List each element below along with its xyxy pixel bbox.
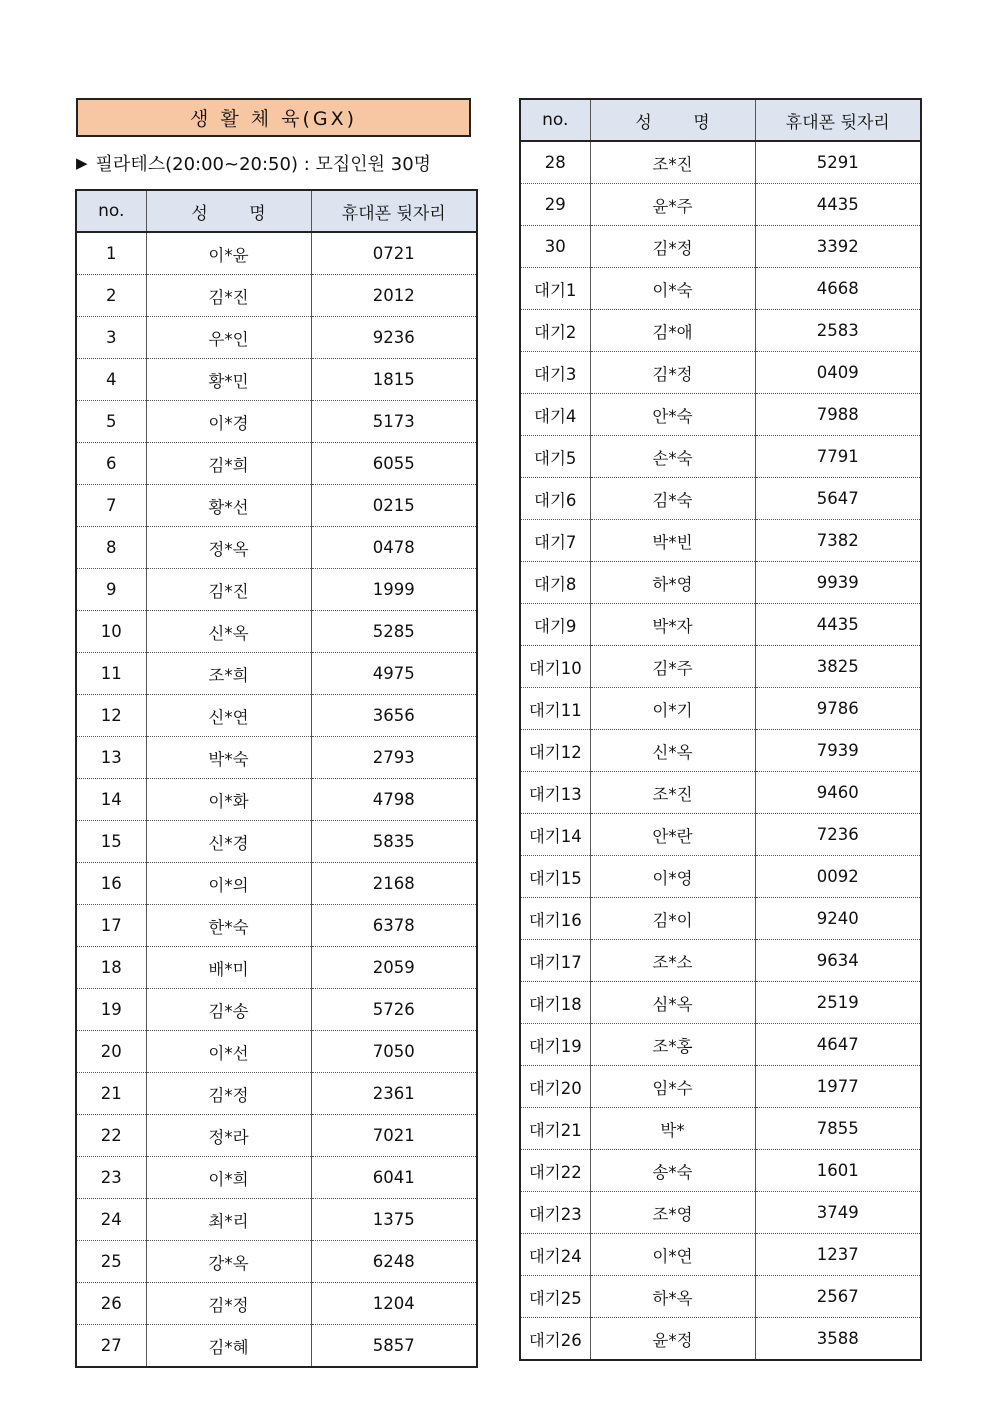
- table-row: [520, 141, 921, 184]
- row-name: 임*수: [590, 1066, 755, 1108]
- table-row: [520, 520, 921, 562]
- row-number: 13: [76, 737, 146, 779]
- table-row: [76, 989, 477, 1031]
- row-phone: 5173: [311, 401, 477, 443]
- row-number: 26: [76, 1283, 146, 1325]
- row-number: 대기18: [520, 982, 590, 1024]
- row-name: 김*주: [590, 646, 755, 688]
- row-phone: 6041: [311, 1157, 477, 1199]
- row-phone: 3749: [755, 1192, 921, 1234]
- row-name: 신*옥: [590, 730, 755, 772]
- row-phone: 7855: [755, 1108, 921, 1150]
- table-row: [520, 394, 921, 436]
- row-number: 대기17: [520, 940, 590, 982]
- row-number: 대기15: [520, 856, 590, 898]
- row-name: 손*숙: [590, 436, 755, 478]
- table-row: [76, 569, 477, 611]
- row-name: 한*숙: [146, 905, 311, 947]
- table-row: [520, 268, 921, 310]
- row-number: 30: [520, 226, 590, 268]
- participants-table-left: [75, 189, 478, 1368]
- table-row: [76, 275, 477, 317]
- row-name: 하*옥: [590, 1276, 755, 1318]
- table-row: [520, 688, 921, 730]
- row-phone: 1204: [311, 1283, 477, 1325]
- table-row: [520, 730, 921, 772]
- row-phone: 3392: [755, 226, 921, 268]
- row-phone: 1815: [311, 359, 477, 401]
- row-phone: 0409: [755, 352, 921, 394]
- row-phone: 9634: [755, 940, 921, 982]
- row-name: 이*의: [146, 863, 311, 905]
- table-row: [520, 1108, 921, 1150]
- table-row: [520, 478, 921, 520]
- table-row: [76, 1073, 477, 1115]
- row-name: 신*연: [146, 695, 311, 737]
- row-phone: 9460: [755, 772, 921, 814]
- table-row: [520, 184, 921, 226]
- row-name: 신*옥: [146, 611, 311, 653]
- row-number: 29: [520, 184, 590, 226]
- row-phone: 2059: [311, 947, 477, 989]
- row-name: 김*혜: [146, 1325, 311, 1368]
- row-phone: 5857: [311, 1325, 477, 1368]
- row-phone: 0721: [311, 232, 477, 275]
- page-title: 생 활 체 육(GX): [76, 98, 471, 137]
- row-phone: 0215: [311, 485, 477, 527]
- row-number: 대기7: [520, 520, 590, 562]
- table-row: [76, 737, 477, 779]
- row-number: 15: [76, 821, 146, 863]
- row-number: 대기20: [520, 1066, 590, 1108]
- row-name: 심*옥: [590, 982, 755, 1024]
- row-number: 11: [76, 653, 146, 695]
- row-phone: 6055: [311, 443, 477, 485]
- row-number: 6: [76, 443, 146, 485]
- table-row: [76, 653, 477, 695]
- table-row: [76, 443, 477, 485]
- row-number: 대기6: [520, 478, 590, 520]
- row-phone: 3588: [755, 1318, 921, 1361]
- triangle-right-icon: ▶: [76, 154, 88, 172]
- row-phone: 9786: [755, 688, 921, 730]
- row-number: 1: [76, 232, 146, 275]
- row-phone: 7236: [755, 814, 921, 856]
- row-phone: 2519: [755, 982, 921, 1024]
- row-name: 이*화: [146, 779, 311, 821]
- row-phone: 0478: [311, 527, 477, 569]
- row-phone: 5285: [311, 611, 477, 653]
- row-number: 대기11: [520, 688, 590, 730]
- row-phone: 3825: [755, 646, 921, 688]
- row-name: 조*진: [590, 141, 755, 184]
- row-name: 조*영: [590, 1192, 755, 1234]
- row-phone: 9939: [755, 562, 921, 604]
- row-name: 박*빈: [590, 520, 755, 562]
- table-row: [76, 1031, 477, 1073]
- table-row: [520, 310, 921, 352]
- header-name: 성 명: [146, 190, 311, 232]
- table-row: [520, 1024, 921, 1066]
- row-name: 신*경: [146, 821, 311, 863]
- row-number: 21: [76, 1073, 146, 1115]
- class-info: [76, 150, 476, 176]
- table-row: [76, 611, 477, 653]
- row-number: 대기12: [520, 730, 590, 772]
- row-number: 4: [76, 359, 146, 401]
- table-row: [76, 1283, 477, 1325]
- class-info-text: 필라테스(20:00~20:50) : 모집인원 30명: [95, 154, 432, 175]
- row-phone: 1601: [755, 1150, 921, 1192]
- row-name: 조*소: [590, 940, 755, 982]
- row-name: 배*미: [146, 947, 311, 989]
- table-row: [520, 898, 921, 940]
- row-phone: 5835: [311, 821, 477, 863]
- row-phone: 9240: [755, 898, 921, 940]
- row-number: 8: [76, 527, 146, 569]
- row-name: 이*연: [590, 1234, 755, 1276]
- table-row: [520, 1318, 921, 1361]
- table-row: [76, 695, 477, 737]
- row-phone: 7939: [755, 730, 921, 772]
- row-name: 김*이: [590, 898, 755, 940]
- row-number: 대기8: [520, 562, 590, 604]
- row-phone: 6378: [311, 905, 477, 947]
- table-row: [520, 940, 921, 982]
- row-phone: 9236: [311, 317, 477, 359]
- table-row: [520, 646, 921, 688]
- row-number: 23: [76, 1157, 146, 1199]
- row-name: 박*: [590, 1108, 755, 1150]
- row-name: 이*윤: [146, 232, 311, 275]
- table-row: [76, 1199, 477, 1241]
- table-row: [520, 1192, 921, 1234]
- row-number: 대기4: [520, 394, 590, 436]
- row-name: 이*기: [590, 688, 755, 730]
- row-name: 김*정: [590, 352, 755, 394]
- row-name: 윤*주: [590, 184, 755, 226]
- row-phone: 2567: [755, 1276, 921, 1318]
- row-phone: 2361: [311, 1073, 477, 1115]
- row-phone: 7021: [311, 1115, 477, 1157]
- row-number: 5: [76, 401, 146, 443]
- row-name: 박*자: [590, 604, 755, 646]
- row-number: 19: [76, 989, 146, 1031]
- row-number: 24: [76, 1199, 146, 1241]
- row-name: 정*라: [146, 1115, 311, 1157]
- row-name: 김*정: [146, 1283, 311, 1325]
- row-number: 대기24: [520, 1234, 590, 1276]
- table-row: [76, 317, 477, 359]
- row-number: 17: [76, 905, 146, 947]
- participants-table-right: [519, 98, 922, 1361]
- row-number: 10: [76, 611, 146, 653]
- row-phone: 7382: [755, 520, 921, 562]
- row-phone: 1977: [755, 1066, 921, 1108]
- row-name: 김*애: [590, 310, 755, 352]
- header-phone: 휴대폰 뒷자리: [311, 190, 477, 232]
- header-no: no.: [76, 190, 146, 232]
- row-phone: 7050: [311, 1031, 477, 1073]
- row-phone: 5647: [755, 478, 921, 520]
- row-name: 이*경: [146, 401, 311, 443]
- row-name: 안*숙: [590, 394, 755, 436]
- row-number: 대기13: [520, 772, 590, 814]
- row-number: 대기9: [520, 604, 590, 646]
- row-number: 7: [76, 485, 146, 527]
- table-row: [520, 436, 921, 478]
- row-number: 대기21: [520, 1108, 590, 1150]
- row-name: 안*란: [590, 814, 755, 856]
- table-row: [76, 1157, 477, 1199]
- row-number: 대기14: [520, 814, 590, 856]
- row-number: 대기25: [520, 1276, 590, 1318]
- row-name: 조*진: [590, 772, 755, 814]
- table-row: [76, 527, 477, 569]
- table-row: [76, 905, 477, 947]
- row-name: 김*정: [590, 226, 755, 268]
- row-number: 25: [76, 1241, 146, 1283]
- table-row: [520, 772, 921, 814]
- row-name: 김*송: [146, 989, 311, 1031]
- row-name: 정*옥: [146, 527, 311, 569]
- table-row: [520, 352, 921, 394]
- table-row: [76, 232, 477, 275]
- table-row: [76, 863, 477, 905]
- table-row: [76, 359, 477, 401]
- row-number: 대기26: [528, 1330, 582, 1350]
- table-body-left: [76, 232, 477, 1367]
- table-row: [76, 821, 477, 863]
- table-row: [76, 485, 477, 527]
- row-name: 황*민: [146, 359, 311, 401]
- row-phone: 1999: [311, 569, 477, 611]
- table-row: [520, 1066, 921, 1108]
- row-name: 강*옥: [146, 1241, 311, 1283]
- row-number: 대기22: [520, 1150, 590, 1192]
- row-number: 9: [76, 569, 146, 611]
- table-row: [520, 982, 921, 1024]
- row-phone: 4647: [755, 1024, 921, 1066]
- table-row: [520, 604, 921, 646]
- row-number: 대기16: [520, 898, 590, 940]
- table-row: [520, 1234, 921, 1276]
- row-number: 대기3: [520, 352, 590, 394]
- table-row: [76, 1241, 477, 1283]
- row-number: 대기10: [520, 646, 590, 688]
- row-name: 황*선: [146, 485, 311, 527]
- row-phone: 7988: [755, 394, 921, 436]
- header-name: 성 명: [590, 99, 755, 141]
- row-phone: 7791: [755, 436, 921, 478]
- row-name: 김*진: [146, 275, 311, 317]
- row-number: 대기2: [520, 310, 590, 352]
- header-row: [520, 99, 921, 141]
- row-name: 윤*정: [590, 1318, 755, 1361]
- table-row: [76, 779, 477, 821]
- row-name: 이*영: [590, 856, 755, 898]
- row-phone: 4975: [311, 653, 477, 695]
- table-row: [520, 1276, 921, 1318]
- row-number: 27: [100, 1336, 122, 1355]
- row-phone: 1237: [755, 1234, 921, 1276]
- row-phone: 4435: [755, 604, 921, 646]
- table-row: [520, 226, 921, 268]
- row-number: 2: [76, 275, 146, 317]
- row-name: 이*숙: [590, 268, 755, 310]
- row-phone: 5291: [755, 141, 921, 184]
- row-phone: 2168: [311, 863, 477, 905]
- row-phone: 0092: [755, 856, 921, 898]
- row-number: 20: [76, 1031, 146, 1073]
- row-name: 조*희: [146, 653, 311, 695]
- row-name: 김*숙: [590, 478, 755, 520]
- row-phone: 5726: [311, 989, 477, 1031]
- row-phone: 2583: [755, 310, 921, 352]
- row-name: 박*숙: [146, 737, 311, 779]
- table-row: [520, 562, 921, 604]
- table-row: [520, 814, 921, 856]
- row-phone: 1375: [311, 1199, 477, 1241]
- row-phone: 2012: [311, 275, 477, 317]
- header-row: [76, 190, 477, 232]
- row-name: 김*정: [146, 1073, 311, 1115]
- row-phone: 2793: [311, 737, 477, 779]
- row-number: 16: [76, 863, 146, 905]
- row-number: 대기19: [520, 1024, 590, 1066]
- row-number: 22: [76, 1115, 146, 1157]
- row-number: 대기23: [520, 1192, 590, 1234]
- row-number: 28: [520, 141, 590, 184]
- row-phone: 4435: [755, 184, 921, 226]
- table-row: [520, 1150, 921, 1192]
- row-number: 12: [76, 695, 146, 737]
- header-no: no.: [520, 99, 590, 141]
- row-name: 송*숙: [590, 1150, 755, 1192]
- row-phone: 4668: [755, 268, 921, 310]
- row-name: 하*영: [590, 562, 755, 604]
- row-number: 14: [76, 779, 146, 821]
- row-number: 3: [76, 317, 146, 359]
- row-number: 18: [76, 947, 146, 989]
- row-name: 김*진: [146, 569, 311, 611]
- row-phone: 3656: [311, 695, 477, 737]
- table-row: [520, 856, 921, 898]
- row-name: 이*선: [146, 1031, 311, 1073]
- row-name: 김*희: [146, 443, 311, 485]
- table-row: [76, 1325, 477, 1368]
- row-number: 대기1: [520, 268, 590, 310]
- row-name: 이*희: [146, 1157, 311, 1199]
- row-number: 대기5: [520, 436, 590, 478]
- header-phone: 휴대폰 뒷자리: [755, 99, 921, 141]
- table-body-right: [520, 141, 921, 1360]
- row-name: 최*리: [146, 1199, 311, 1241]
- row-phone: 6248: [311, 1241, 477, 1283]
- row-name: 우*인: [146, 317, 311, 359]
- row-phone: 4798: [311, 779, 477, 821]
- table-row: [76, 947, 477, 989]
- row-name: 조*홍: [590, 1024, 755, 1066]
- table-row: [76, 1115, 477, 1157]
- table-row: [76, 401, 477, 443]
